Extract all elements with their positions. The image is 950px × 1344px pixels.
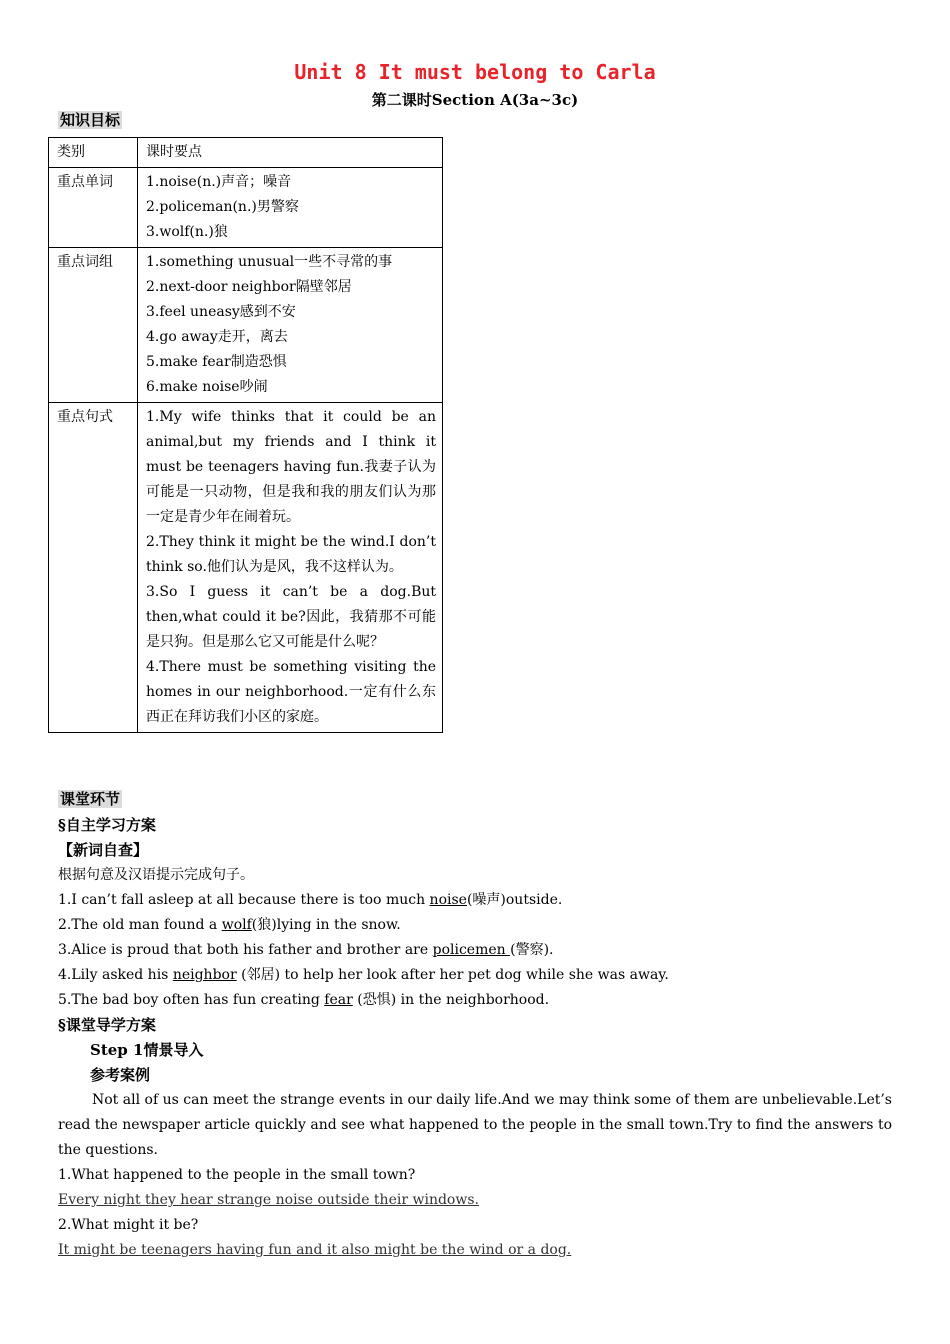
list-item: 1.My wife thinks that it could be an animal,but my friends and I think it must be teenagers having fun.我妻子认为可能是一只动物，但是我和我的朋友们认为那一定是青少年在闹着玩。: [146, 409, 436, 525]
answer-blank: neighbor: [172, 967, 237, 983]
list-item: 6.make noise吵闹: [146, 379, 268, 395]
exercise-sentence: 4.Lily asked his neighbor (邻居) to help her look after her pet dog while she was away.: [58, 967, 669, 983]
col-header-points: 课时要点: [138, 138, 443, 168]
question: 1.What happened to the people in the small town?: [58, 1167, 416, 1183]
question: 2.What might it be?: [58, 1217, 199, 1233]
row-items: [138, 168, 443, 248]
table-header-row: [49, 138, 443, 168]
page-subtitle: 第二课时Section A(3a~3c): [371, 91, 579, 109]
row-items: [138, 248, 443, 403]
exercise-sentence: 5.The bad boy often has fun creating fear (恐惧) in the neighborhood.: [58, 992, 550, 1008]
table-row: [49, 403, 443, 733]
exercise-sentence: 3.Alice is proud that both his father and brother are policemen (警察).: [58, 942, 554, 958]
list-item: 2.policeman(n.)男警察: [146, 199, 299, 215]
list-item: 2.They think it might be the wind.I don’t think so.他们认为是风，我不这样认为。: [146, 534, 436, 575]
answer-blank: policemen: [432, 942, 511, 958]
answer-blank: noise: [429, 892, 467, 908]
answer-blank: wolf: [221, 917, 252, 933]
list-item: 4.There must be something visiting the homes in our neighborhood.一定有什么东西正在拜访我们小区的家庭。: [146, 659, 436, 725]
self-study-heading: §自主学习方案: [58, 816, 156, 834]
exercise-sentence: 1.I can’t fall asleep at all because there is too much noise(噪声)outside.: [58, 892, 563, 908]
knowledge-heading: 知识目标: [60, 111, 121, 129]
list-item: 4.go away走开，离去: [146, 329, 288, 345]
answer-blank: fear: [324, 992, 353, 1008]
classroom-heading: 课堂环节: [60, 790, 121, 808]
list-item: 3.wolf(n.)狼: [146, 224, 228, 240]
intro-paragraph: Not all of us can meet the strange events in our daily life.And we may think some of them are unbelievable.Let’s read the newspaper article quickly and see what happened to the people in the small town.Try to find the answers to the questions.: [58, 1092, 892, 1158]
list-item: 3.So I guess it can’t be a dog.But then,what could it be?因此，我猜那不可能是只狗。但是那么它又可能是什么呢？: [146, 584, 436, 650]
step-heading: Step 1情景导入: [90, 1041, 204, 1059]
exercise-sentence: 2.The old man found a wolf(狼)lying in the snow.: [58, 917, 401, 933]
answer: Every night they hear strange noise outside their windows.: [58, 1192, 479, 1208]
answer: It might be teenagers having fun and it also might be the wind or a dog.: [58, 1242, 572, 1258]
instruction: 根据句意及汉语提示完成句子。: [58, 867, 254, 883]
list-item: 1.noise(n.)声音；噪音: [146, 174, 292, 190]
list-item: 3.feel uneasy感到不安: [146, 304, 296, 320]
row-category: 重点单词: [49, 168, 138, 248]
knowledge-table: [48, 137, 443, 733]
row-category: 重点句式: [49, 403, 138, 733]
table-row: [49, 168, 443, 248]
table-row: [49, 248, 443, 403]
classroom-section: [58, 787, 892, 1263]
list-item: 1.something unusual一些不寻常的事: [146, 254, 393, 270]
new-words-heading: 【新词自查】: [58, 841, 149, 859]
row-category: 重点词组: [49, 248, 138, 403]
col-header-category: 类别: [49, 138, 138, 168]
list-item: 5.make fear制造恐惧: [146, 354, 287, 370]
guided-heading: §课堂导学方案: [58, 1016, 156, 1034]
row-items: [138, 403, 443, 733]
case-heading: 参考案例: [90, 1066, 151, 1084]
list-item: 2.next-door neighbor隔壁邻居: [146, 279, 352, 295]
page-title: Unit 8 It must belong to Carla: [294, 60, 656, 84]
